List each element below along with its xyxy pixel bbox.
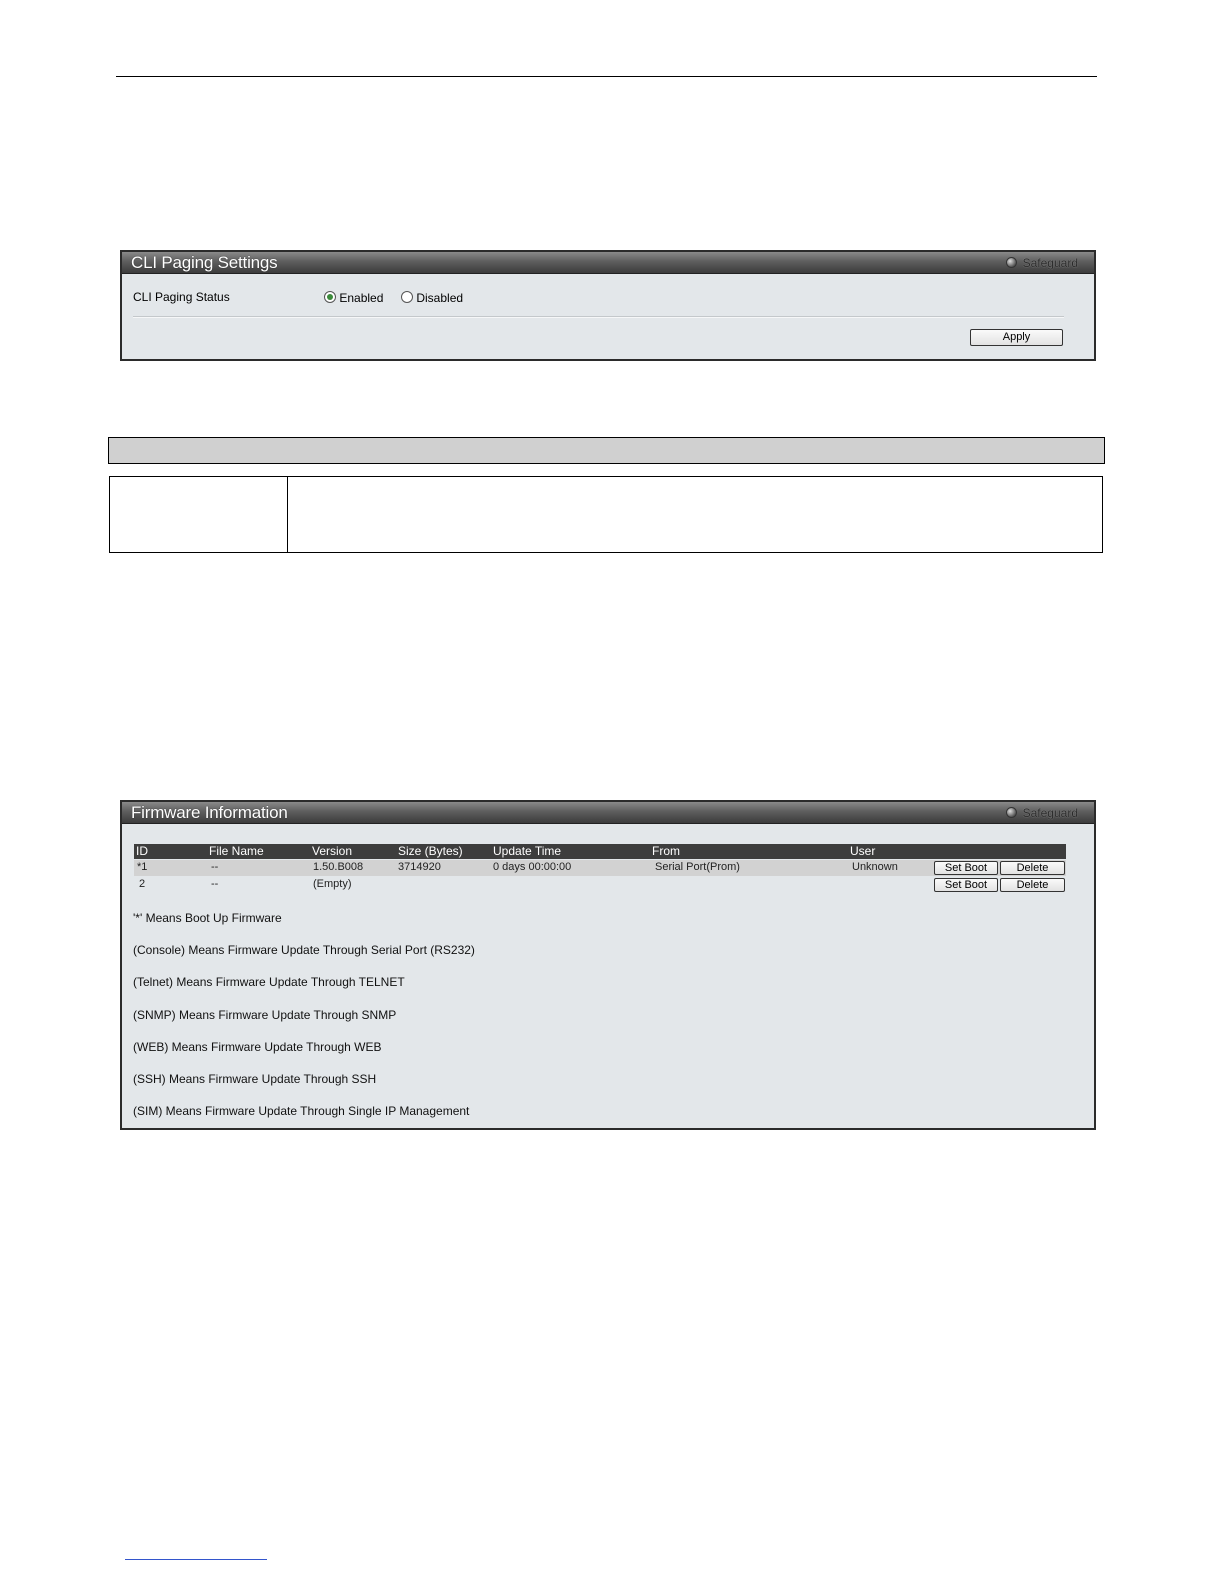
safeguard-icon (1006, 807, 1017, 818)
col-version: Version (312, 844, 353, 858)
cell-id: 2 (139, 878, 146, 890)
cli-paging-header (122, 252, 1094, 274)
apply-button[interactable]: Apply (970, 329, 1063, 346)
cli-paging-panel (120, 250, 1096, 361)
divider (133, 316, 1064, 318)
note-ssh: (SSH) Means Firmware Update Through SSH (133, 1072, 377, 1086)
panel-title: CLI Paging Settings (131, 253, 278, 272)
table-row (134, 860, 1066, 876)
safeguard-icon (1006, 257, 1017, 268)
radio-disabled[interactable] (401, 291, 463, 305)
radio-enabled-icon[interactable] (324, 291, 336, 303)
radio-enabled[interactable] (324, 291, 383, 305)
col-update-time: Update Time (493, 844, 562, 858)
firmware-info-header (122, 802, 1094, 824)
table-row (134, 877, 1066, 893)
safeguard-indicator (1006, 806, 1078, 820)
note-snmp: (SNMP) Means Firmware Update Through SNMP (133, 1008, 397, 1022)
top-rule (116, 76, 1097, 77)
note-web: (WEB) Means Firmware Update Through WEB (133, 1040, 382, 1054)
safeguard-label: Safeguard (1022, 256, 1078, 270)
safeguard-indicator (1006, 256, 1078, 270)
cell-id: *1 (137, 861, 148, 873)
note-telnet: (Telnet) Means Firmware Update Through TELNET (133, 975, 405, 989)
firmware-info-panel (120, 800, 1096, 1130)
col-id: ID (136, 844, 148, 858)
delete-button[interactable]: Delete (1000, 878, 1065, 892)
note-console: (Console) Means Firmware Update Through Serial Port (RS232) (133, 943, 475, 957)
set-boot-button[interactable]: Set Boot (934, 861, 998, 875)
panel-title: Firmware Information (131, 803, 288, 822)
radio-disabled-icon[interactable] (401, 291, 413, 303)
cell-update-time: 0 days 00:00:00 (493, 861, 572, 873)
description-table (109, 476, 1103, 553)
radio-disabled-label: Disabled (416, 291, 464, 305)
col-user: User (850, 844, 876, 858)
description-table-divider (287, 477, 288, 552)
cell-user: Unknown (852, 861, 898, 873)
safeguard-label: Safeguard (1022, 806, 1078, 820)
note-sim: (SIM) Means Firmware Update Through Single IP Management (133, 1104, 470, 1118)
radio-enabled-label: Enabled (339, 291, 384, 305)
note-boot-up: '*' Means Boot Up Firmware (133, 911, 282, 925)
footer-link-underline (125, 1559, 267, 1560)
description-table-header (108, 437, 1105, 464)
cell-version: 1.50.B008 (313, 861, 364, 873)
col-from: From (652, 844, 680, 858)
col-size: Size (Bytes) (398, 844, 463, 858)
cell-from: Serial Port(Prom) (655, 861, 740, 873)
delete-button[interactable]: Delete (1000, 861, 1065, 875)
cell-file-name: -- (211, 861, 219, 873)
cli-paging-status-label: CLI Paging Status (133, 290, 230, 304)
set-boot-button[interactable]: Set Boot (934, 878, 998, 892)
cell-size: 3714920 (398, 861, 441, 873)
firmware-table-header (134, 844, 1066, 859)
cell-version: (Empty) (313, 878, 352, 890)
col-file-name: File Name (209, 844, 264, 858)
cell-file-name: -- (211, 878, 219, 890)
